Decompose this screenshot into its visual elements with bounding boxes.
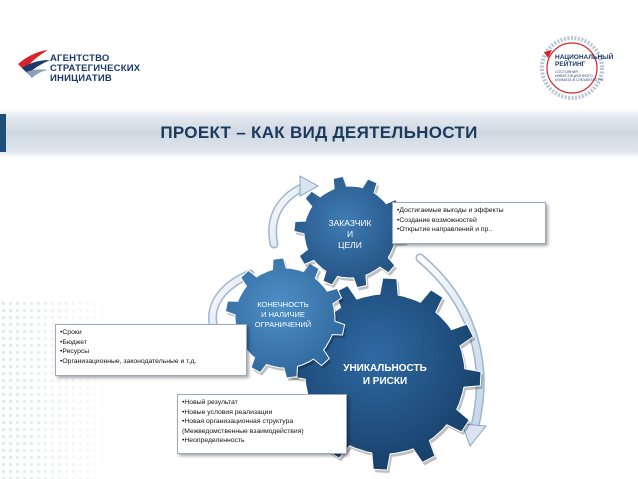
rating-subtitle: СОСТОЯНИЯ ИНВЕСТИЦИОННОГО КЛИМАТА В СУБЪЕКТАХ РФ — [555, 70, 604, 83]
callout-item: • Достигаемые выгоды и эффекты — [397, 206, 541, 216]
callout-risks — [177, 394, 347, 454]
gear-uniqueness-label: УНИКАЛЬНОСТЬ И РИСКИ — [343, 363, 427, 387]
callout-item: • Создание возможностей — [397, 216, 541, 226]
gear-customer-label: ЗАКАЗЧИК И ЦЕЛИ — [328, 218, 372, 250]
callout-item: • Организационные, законодательные и т.д. — [60, 357, 242, 367]
callout-item: • Бюджет — [60, 338, 242, 348]
callout-constraints — [55, 324, 247, 376]
callout-item: • Ресурсы — [60, 347, 242, 357]
callout-item: • Новая организационная структура (Межведомственные взаимодействия) — [182, 417, 342, 436]
callout-goals — [392, 202, 546, 244]
page-title: ПРОЕКТ – КАК ВИД ДЕЯТЕЛЬНОСТИ — [160, 123, 478, 142]
callout-item: • Открытие направлений и пр.. — [397, 225, 541, 235]
curved-arrow-top-head — [300, 176, 318, 196]
callout-item: • Неопределенность — [182, 436, 342, 446]
rating-title: НАЦИОНАЛЬНЫЙ РЕЙТИНГ — [555, 54, 614, 68]
callout-item: • Новый результат — [182, 398, 342, 408]
callout-item: • Новые условия реализации — [182, 408, 342, 418]
callout-item: • Сроки — [60, 328, 242, 338]
org-name: АГЕНТСТВО СТРАТЕГИЧЕСКИХ ИНИЦИАТИВ — [50, 53, 141, 84]
gear-limits-label: КОНЕЧНОСТЬ И НАЛИЧИЕ ОГРАНИЧЕНИЙ — [254, 300, 312, 329]
